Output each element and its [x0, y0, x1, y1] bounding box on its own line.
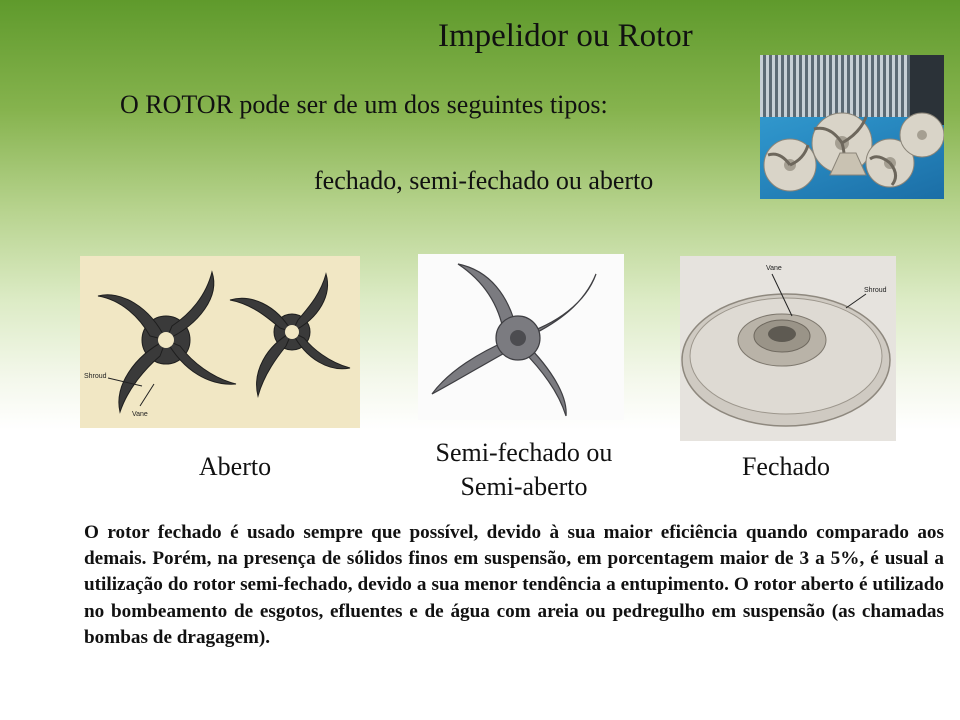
semi-open-impeller-figure — [418, 254, 624, 420]
caption-aberto: Aberto — [198, 452, 272, 481]
open-impeller-drawing — [80, 256, 360, 428]
rotor-types-text: fechado, semi-fechado ou aberto — [314, 166, 654, 195]
closed-impeller-drawing — [680, 256, 896, 442]
caption-fechado: Fechado — [741, 452, 831, 481]
closed-impeller-figure — [680, 256, 896, 442]
slide-title: Impelidor ou Rotor — [438, 18, 693, 54]
impellers-illustration — [760, 55, 944, 199]
caption-semi-fechado — [404, 436, 644, 504]
label-shroud: Shroud — [864, 287, 887, 294]
intro-text: O ROTOR pode ser de um dos seguintes tipos: — [120, 90, 608, 119]
open-impeller-figure — [80, 256, 360, 428]
caption-semi-line1: Semi-fechado ou — [435, 438, 613, 467]
caption-semi-line2: Semi-aberto — [460, 472, 588, 501]
impellers-photo — [760, 55, 944, 199]
label-vane: Vane — [132, 411, 148, 418]
label-shroud: Shroud — [84, 373, 107, 380]
body-paragraph: O rotor fechado é usado sempre que possível, devido à sua maior eficiência quando comparado aos demais. Porém, na presença de sólidos finos em suspensão, em porcentagem maior de 3 a 5%, é usual a utilização do rotor semi-fechado, devido a sua menor tendência a entupimento. O rotor aberto é utilizado no bombeamento de esgotos, efluentes e de água com areia ou pedregulho em suspensão (as chamadas bombas de dragagem). — [84, 522, 944, 648]
semi-open-impeller-drawing — [418, 254, 624, 420]
label-vane: Vane — [766, 265, 782, 272]
